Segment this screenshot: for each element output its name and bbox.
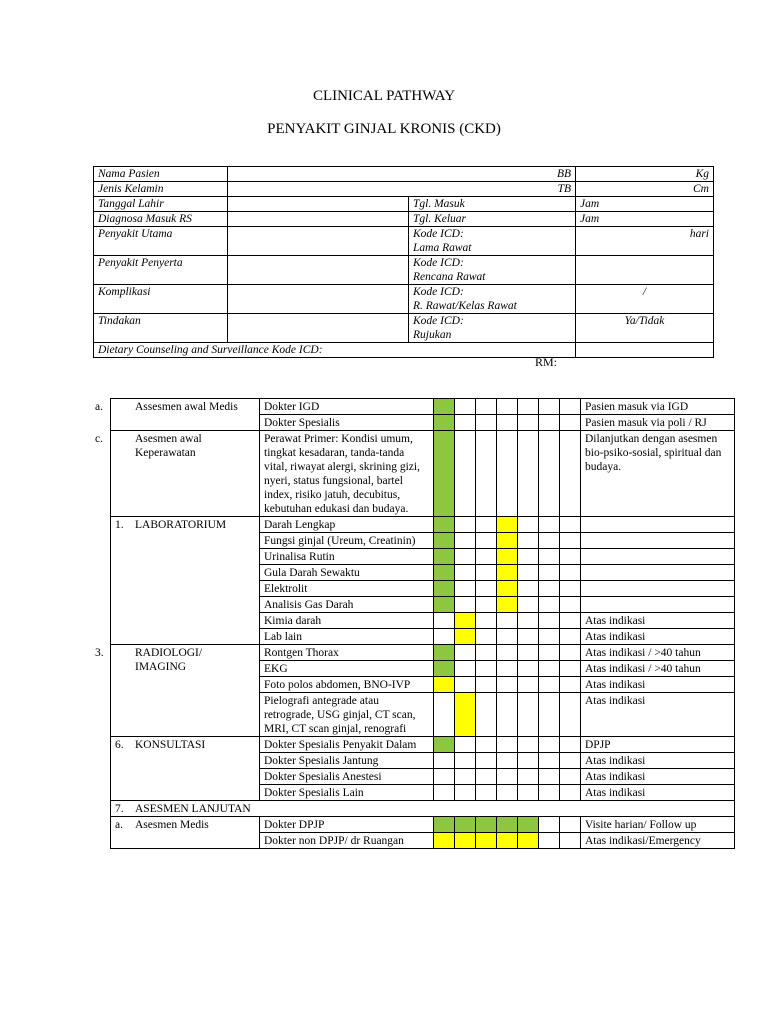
day-cell: [560, 565, 581, 581]
day-cell: [455, 613, 476, 629]
day-cell: [497, 399, 518, 415]
day-cell: [476, 661, 497, 677]
day-cell: [455, 753, 476, 769]
item-label: Analisis Gas Darah: [260, 597, 434, 613]
day-cell: [518, 565, 539, 581]
section-label: [111, 737, 260, 801]
kg-label: Kg: [576, 167, 714, 182]
clinical-pathway-table: [95, 398, 735, 849]
day-cell: [476, 415, 497, 431]
day-cell: [476, 817, 497, 833]
kode-icd-utama: [409, 227, 576, 256]
day-cell: [476, 613, 497, 629]
day-cell: [518, 549, 539, 565]
day-cell: [518, 399, 539, 415]
kode-icd-tindakan: [409, 314, 576, 343]
day-cell: [497, 737, 518, 753]
day-cell: [497, 753, 518, 769]
tanggal-lahir-value: [228, 197, 409, 212]
day-cell: [497, 517, 518, 533]
day-cell: [476, 549, 497, 565]
day-cell: [434, 661, 455, 677]
day-cell: [518, 753, 539, 769]
day-cell: [539, 549, 560, 565]
day-cell: [560, 785, 581, 801]
day-cell: [539, 677, 560, 693]
diagnosa-masuk-value: [228, 212, 409, 227]
item-note: [581, 581, 735, 597]
komplikasi-value: [228, 285, 409, 314]
tindakan-value: [228, 314, 409, 343]
rm-label: RM:: [535, 355, 558, 369]
day-cell: [455, 817, 476, 833]
day-cell: [476, 629, 497, 645]
day-cell: [560, 737, 581, 753]
day-cell: [434, 769, 455, 785]
day-cell: [497, 581, 518, 597]
ruang-rawat-label: R. Rawat/Kelas Rawat: [413, 300, 517, 312]
day-cell: [434, 613, 455, 629]
day-cell: [476, 581, 497, 597]
table-row: [111, 399, 735, 415]
day-cell: [455, 629, 476, 645]
day-cell: [497, 833, 518, 849]
day-cell: [560, 753, 581, 769]
section-title: LABORATORIUM: [135, 519, 227, 531]
item-label: Dokter non DPJP/ dr Ruangan: [260, 833, 434, 849]
item-note: Atas indikasi: [581, 753, 735, 769]
day-cell: [497, 613, 518, 629]
day-cell: [518, 817, 539, 833]
day-cell: [518, 431, 539, 517]
day-cell: [560, 549, 581, 565]
day-cell: [539, 645, 560, 661]
table-row: [111, 801, 735, 817]
day-cell: [497, 549, 518, 565]
section-label: [111, 817, 260, 849]
day-cell: [539, 565, 560, 581]
item-label: Pielografi antegrade atau retrograde, USG ginjal, CT scan, MRI, CT scan ginjal, renografi: [260, 693, 434, 737]
item-label: Gula Darah Sewaktu: [260, 565, 434, 581]
item-label: Perawat Primer: Kondisi umum, tingkat kesadaran, tanda-tanda vital, riwayat alergi, skrining gizi, nyeri, status fungsional, bartel index, risiko jatuh, decubitus, kebutuhan edukasi dan budaya.: [260, 431, 434, 517]
day-cell: [518, 785, 539, 801]
section-title: Asesmen Medis: [135, 819, 209, 831]
day-cell: [434, 753, 455, 769]
tanggal-lahir-label: Tanggal Lahir: [94, 197, 228, 212]
day-cell: [497, 661, 518, 677]
item-note: Pasien masuk via poli / RJ: [581, 415, 735, 431]
day-cell: [434, 517, 455, 533]
day-cell: [497, 565, 518, 581]
day-cell: [455, 533, 476, 549]
day-cell: [518, 597, 539, 613]
section-title: Assesmen awal Medis: [135, 401, 238, 413]
day-cell: [539, 629, 560, 645]
item-note: [581, 549, 735, 565]
day-cell: [497, 677, 518, 693]
day-cell: [434, 597, 455, 613]
day-cell: [539, 769, 560, 785]
penyakit-penyerta-value: [228, 256, 409, 285]
day-cell: [455, 431, 476, 517]
item-label: Fungsi ginjal (Ureum, Creatinin): [260, 533, 434, 549]
item-note: Atas indikasi: [581, 769, 735, 785]
day-cell: [455, 769, 476, 785]
day-cell: [560, 581, 581, 597]
item-note: Atas indikasi / >40 tahun: [581, 645, 735, 661]
day-cell: [518, 581, 539, 597]
table-row: [111, 817, 735, 833]
day-cell: [539, 737, 560, 753]
day-cell: [455, 661, 476, 677]
day-cell: [518, 769, 539, 785]
day-cell: [497, 533, 518, 549]
day-cell: [560, 399, 581, 415]
day-cell: [497, 597, 518, 613]
day-cell: [476, 769, 497, 785]
tindakan-label: Tindakan: [94, 314, 228, 343]
item-label: Elektrolit: [260, 581, 434, 597]
day-cell: [434, 565, 455, 581]
day-cell: [497, 629, 518, 645]
item-note: [581, 565, 735, 581]
day-cell: [560, 431, 581, 517]
day-cell: [539, 533, 560, 549]
day-cell: [518, 693, 539, 737]
day-cell: [518, 629, 539, 645]
day-cell: [434, 737, 455, 753]
day-cell: [560, 693, 581, 737]
jenis-kelamin-label: Jenis Kelamin: [94, 182, 228, 197]
day-cell: [539, 613, 560, 629]
section-label: [95, 645, 260, 737]
item-note: Atas indikasi: [581, 613, 735, 629]
day-cell: [434, 645, 455, 661]
penyakit-utama-label: Penyakit Utama: [94, 227, 228, 256]
item-label: Dokter Spesialis: [260, 415, 434, 431]
penyakit-utama-value: [228, 227, 409, 256]
item-note: Pasien masuk via IGD: [581, 399, 735, 415]
day-cell: [434, 785, 455, 801]
day-cell: [539, 517, 560, 533]
section-title: RADIOLOGI/ IMAGING: [135, 647, 203, 673]
item-label: Dokter Spesialis Anestesi: [260, 769, 434, 785]
day-cell: [476, 533, 497, 549]
day-cell: [455, 677, 476, 693]
day-cell: [476, 753, 497, 769]
cm-label: Cm: [576, 182, 714, 197]
day-cell: [560, 645, 581, 661]
item-note: Atas indikasi: [581, 785, 735, 801]
day-cell: [476, 693, 497, 737]
jam-masuk-label: Jam: [576, 197, 714, 212]
day-cell: [497, 785, 518, 801]
item-label: Darah Lengkap: [260, 517, 434, 533]
day-cell: [539, 399, 560, 415]
day-cell: [434, 399, 455, 415]
day-cell: [560, 769, 581, 785]
kode-icd-penyerta: [409, 256, 576, 285]
day-cell: [539, 817, 560, 833]
day-cell: [476, 737, 497, 753]
patient-identity-table: [93, 166, 714, 358]
day-cell: [539, 833, 560, 849]
section-title: ASESMEN LANJUTAN: [135, 803, 251, 815]
day-cell: [518, 737, 539, 753]
day-cell: [518, 533, 539, 549]
item-note: Visite harian/ Follow up: [581, 817, 735, 833]
item-note: Atas indikasi / >40 tahun: [581, 661, 735, 677]
day-cell: [455, 581, 476, 597]
hari-label: hari: [576, 227, 714, 256]
day-cell: [497, 645, 518, 661]
day-cell: [476, 565, 497, 581]
day-cell: [455, 833, 476, 849]
rujukan-label: Rujukan: [413, 329, 452, 341]
item-note: [581, 533, 735, 549]
item-note: Atas indikasi: [581, 629, 735, 645]
section-label: [111, 801, 735, 817]
day-cell: [476, 645, 497, 661]
day-cell: [560, 661, 581, 677]
jam-keluar-label: Jam: [576, 212, 714, 227]
item-note: Atas indikasi/Emergency: [581, 833, 735, 849]
kode-icd-label: Kode ICD:: [413, 286, 464, 298]
day-cell: [497, 431, 518, 517]
section-label: [111, 517, 260, 645]
section-number: 3.: [95, 647, 104, 659]
day-cell: [476, 597, 497, 613]
section-number: 1.: [115, 519, 124, 531]
day-cell: [434, 549, 455, 565]
day-cell: [455, 693, 476, 737]
day-cell: [518, 613, 539, 629]
day-cell: [476, 785, 497, 801]
day-cell: [455, 549, 476, 565]
section-number: 7.: [115, 803, 124, 815]
day-cell: [455, 737, 476, 753]
day-cell: [539, 693, 560, 737]
section-number: a.: [95, 401, 103, 413]
section-number: c.: [95, 433, 103, 445]
day-cell: [497, 817, 518, 833]
day-cell: [455, 785, 476, 801]
day-cell: [539, 785, 560, 801]
item-label: Foto polos abdomen, BNO-IVP: [260, 677, 434, 693]
item-note: [581, 597, 735, 613]
item-label: Dokter IGD: [260, 399, 434, 415]
item-label: Rontgen Thorax: [260, 645, 434, 661]
item-label: Urinalisa Rutin: [260, 549, 434, 565]
day-cell: [455, 399, 476, 415]
day-cell: [539, 753, 560, 769]
tgl-masuk-label: Tgl. Masuk: [409, 197, 576, 212]
item-note: DPJP: [581, 737, 735, 753]
rencana-rawat-value: [576, 256, 714, 285]
document-subtitle: PENYAKIT GINJAL KRONIS (CKD): [267, 121, 501, 137]
day-cell: [497, 415, 518, 431]
day-cell: [455, 517, 476, 533]
kode-icd-label: Kode ICD:: [413, 228, 464, 240]
table-row: [111, 517, 735, 533]
item-note: Atas indikasi: [581, 693, 735, 737]
day-cell: [476, 431, 497, 517]
lama-rawat-label: Lama Rawat: [413, 242, 472, 254]
day-cell: [518, 415, 539, 431]
day-cell: [455, 565, 476, 581]
item-label: Kimia darah: [260, 613, 434, 629]
day-cell: [560, 629, 581, 645]
item-note: [581, 517, 735, 533]
day-cell: [518, 517, 539, 533]
rencana-rawat-label: Rencana Rawat: [413, 271, 486, 283]
item-label: Dokter Spesialis Jantung: [260, 753, 434, 769]
table-row: [111, 737, 735, 753]
item-label: Dokter Spesialis Lain: [260, 785, 434, 801]
section-label: [95, 399, 260, 431]
day-cell: [497, 693, 518, 737]
kode-icd-komplikasi: [409, 285, 576, 314]
day-cell: [518, 661, 539, 677]
day-cell: [434, 431, 455, 517]
section-title: KONSULTASI: [135, 739, 206, 751]
day-cell: [560, 833, 581, 849]
item-note: Atas indikasi: [581, 677, 735, 693]
dietary-value: [576, 343, 714, 358]
day-cell: [476, 677, 497, 693]
day-cell: [518, 833, 539, 849]
day-cell: [560, 415, 581, 431]
ya-tidak-label: Ya/Tidak: [576, 314, 714, 343]
day-cell: [455, 597, 476, 613]
day-cell: [434, 581, 455, 597]
day-cell: [518, 677, 539, 693]
day-cell: [434, 415, 455, 431]
item-label: EKG: [260, 661, 434, 677]
day-cell: [476, 517, 497, 533]
day-cell: [560, 597, 581, 613]
komplikasi-label: Komplikasi: [94, 285, 228, 314]
document-title: CLINICAL PATHWAY: [312, 88, 456, 104]
day-cell: [434, 533, 455, 549]
day-cell: [476, 833, 497, 849]
day-cell: [560, 677, 581, 693]
section-label: [95, 431, 260, 517]
bb-label: BB: [228, 167, 576, 182]
item-label: Dokter Spesialis Penyakit Dalam: [260, 737, 434, 753]
day-cell: [539, 661, 560, 677]
tb-label: TB: [228, 182, 576, 197]
day-cell: [560, 517, 581, 533]
day-cell: [539, 431, 560, 517]
item-label: Lab lain: [260, 629, 434, 645]
section-number: a.: [115, 819, 123, 831]
day-cell: [497, 769, 518, 785]
kode-icd-label: Kode ICD:: [413, 257, 464, 269]
day-cell: [434, 629, 455, 645]
day-cell: [560, 613, 581, 629]
day-cell: [434, 817, 455, 833]
day-cell: [560, 817, 581, 833]
table-row: [111, 645, 735, 661]
kode-icd-label: Kode ICD:: [413, 315, 464, 327]
day-cell: [518, 645, 539, 661]
day-cell: [476, 399, 497, 415]
item-label: Dokter DPJP: [260, 817, 434, 833]
section-title: Asesmen awal Keperawatan: [135, 433, 202, 459]
nama-pasien-label: Nama Pasien: [94, 167, 228, 182]
dietary-label: Dietary Counseling and Surveillance Kode ICD:: [94, 343, 576, 358]
tgl-keluar-label: Tgl. Keluar: [409, 212, 576, 227]
day-cell: [434, 833, 455, 849]
kelas-rawat-slash: /: [576, 285, 714, 314]
item-note: Dilanjutkan dengan asesmen bio-psiko-sosial, spiritual dan budaya.: [581, 431, 735, 517]
day-cell: [560, 533, 581, 549]
table-row: [111, 431, 735, 517]
penyakit-penyerta-label: Penyakit Penyerta: [94, 256, 228, 285]
day-cell: [539, 597, 560, 613]
section-number: 6.: [115, 739, 124, 751]
day-cell: [434, 677, 455, 693]
day-cell: [434, 693, 455, 737]
day-cell: [455, 645, 476, 661]
day-cell: [455, 415, 476, 431]
day-cell: [539, 581, 560, 597]
diagnosa-masuk-label: Diagnosa Masuk RS: [94, 212, 228, 227]
day-cell: [539, 415, 560, 431]
